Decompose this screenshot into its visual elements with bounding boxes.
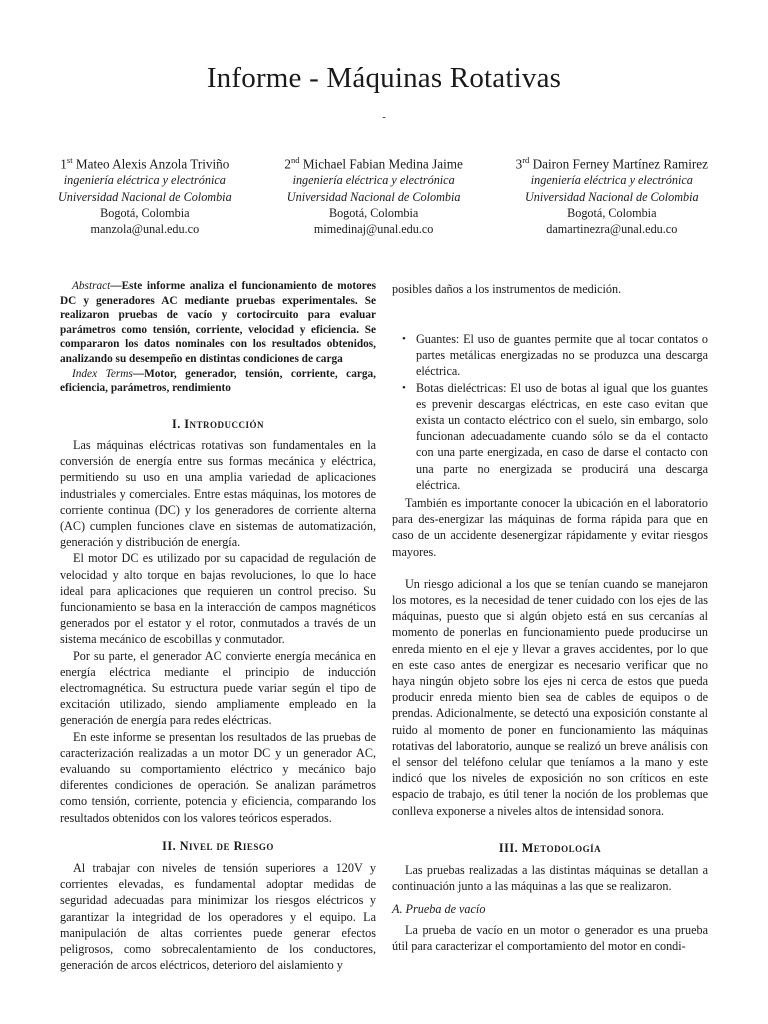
title-footnote-mark: - <box>382 112 386 123</box>
author-university: Universidad Nacional de Colombia <box>524 189 699 204</box>
section-heading-metodologia: III. Metodología <box>498 840 602 855</box>
abstract-text: —Este informe analiza el funcionamiento de motores DC y generadores AC mediante pruebas experimentales. Se realizaron pruebas de vacío y cortocircuito para evaluar parámetros como tensión, corriente, velocidad y eficiencia. Se compararon los datos nominales con los resultados obtenidos, analizando su desempeño en distintas condiciones de carga <box>60 280 376 365</box>
list-item: • Guantes: El uso de guantes permite que al tocar contatos o partes metálicas energizadas no se produzca una descarga eléctrica. <box>402 332 708 379</box>
right-column <box>392 331 708 954</box>
right-column-continuation <box>392 281 708 297</box>
index-terms-label: Index Terms <box>72 367 133 380</box>
author-email[interactable]: mimedinaj@unal.edu.co <box>313 222 434 236</box>
section-heading-riesgo: II. Nivel de Riesgo <box>162 838 274 853</box>
author-university: Universidad Nacional de Colombia <box>58 189 232 204</box>
author-department: ingeniería eléctrica y electrónica <box>63 173 226 188</box>
abstract-label: Abstract <box>72 280 111 292</box>
index-terms <box>60 367 376 396</box>
intro-paragraph-3: Por su parte, el generador AC convierte energía mecánica en energía eléctrica mediante el principio de inducción electromagnética. Su estructura puede variar según el tipo de excitación utilizado, siendo ampliamente empleado en la generación de energía para redes eléctricas. <box>60 648 376 728</box>
subsection-paragraph: La prueba de vacío en un motor o generador es una prueba útil para caracterizar el comportamiento del motor en condi- <box>392 922 708 953</box>
author-1 <box>58 152 232 237</box>
author-department: ingeniería eléctrica y electrónica <box>530 173 693 188</box>
author-name: 3rd Dairon Ferney Martínez Ramirez <box>515 155 708 172</box>
author-2 <box>284 152 462 237</box>
author-university: Universidad Nacional de Colombia <box>286 189 461 204</box>
author-city: Bogotá, Colombia <box>328 205 419 220</box>
paper-title: Informe - Máquinas Rotativas <box>206 62 562 94</box>
intro-paragraph-2: El motor DC es utilizado por su capacidad de regulación de velocidad y alto torque en bajas revoluciones, lo que lo hace ideal para aplicaciones que requieren un control preciso. Su funcionamiento se basa en la interacción de campos magnéticos generados por el estator y el rotor, conmutados a través de un sistema mecánico de escobillas y conmutador. <box>60 551 376 647</box>
riesgo-extra-paragraph: Un riesgo adicional a los que se tenían cuando se manejaron los motores, es la necesidad de tener cuidado con los ejes de las máquinas, puesto que si algún objeto está en sus cercanías al momento de ponerlas en funcionamiento puede producirse un enreda miento en el eje y llevar a graves accidentes, por lo que en este caso antes de energizar es necesario verificar que no haya ningún objeto sobre los ejes ni cerca de estos que pueda producir enreda miento bien sea de cables de equipos o de prendas. Adicionalmente, se detectó una exposición constante al ruido al momento de poner en funcionamiento las máquinas rotativas del laboratorio, aunque se realizó un breve análisis con el sensor del teléfono celular que teníamos a la mano y este indicó que los niveles de exposición no son críticos en este espacio de trabajo, es útil tener la noción de los problemas que conlleva exponerse a niveles altos de intensidad sonora. <box>392 576 708 818</box>
left-column <box>60 279 376 973</box>
subsection-heading: A. Prueba de vacío <box>392 901 486 916</box>
riesgo-after-paragraph: También es importante conocer la ubicación en el laboratorio para des-energizar las máquinas de forma rápida para que en caso de un accidente desenergizar rápidamente y evitar riesgos mayores. <box>392 496 708 559</box>
index-terms-text: —Motor, generador, tensión, corriente, carga, eficiencia, parámetros, rendimiento <box>60 367 376 395</box>
section-heading-intro: I. Introducción <box>171 416 265 431</box>
bullet-icon: • <box>402 381 406 394</box>
continuation-text: posibles daños a los instrumentos de medición. <box>392 282 622 296</box>
metodologia-paragraph: Las pruebas realizadas a las distintas máquinas se detallan a continuación junto a las máquinas a las que se realizaron. <box>392 863 708 894</box>
intro-paragraph-1: Las máquinas eléctricas rotativas son fundamentales en la conversión de energía entre sus formas mecánica y eléctrica, permitiendo su uso en una amplia variedad de aplicaciones industriales y comerciales. Entre estas máquinas, los motores de corriente continua (DC) y los generadores de corriente alterna (AC) cumplen funciones clave en sistemas de automatización, generación y distribución de energía. <box>60 437 376 550</box>
author-name: 1st Mateo Alexis Anzola Triviño <box>60 155 230 172</box>
list-item: • Botas dieléctricas: El uso de botas al igual que los guantes es prevenir descargas eléctricas, en este caso evitan que exista un contacto eléctrico con el suelo, sin embargo, solo funcionan adecuadamente cuando sólo se da el contacto con una parte energizada, en caso de darse el contacto con una parte no energizada se producirá una descarga eléctrica. <box>402 380 708 492</box>
safety-list <box>392 331 708 493</box>
author-city: Bogotá, Colombia <box>567 205 657 220</box>
author-block <box>58 152 708 237</box>
author-3 <box>516 152 708 237</box>
author-name: 2nd Michael Fabian Medina Jaime <box>284 155 463 172</box>
riesgo-paragraph: Al trabajar con niveles de tensión superiores a 120V y corrientes elevadas, es fundamental adoptar medidas de seguridad adecuadas para minimizar los riesgos eléctricos y garantizar la integridad de los operadores y el equipo. La manipulación de altas corrientes puede generar efectos peligrosos, como sobrecalentamiento de los conductores, generación de arcos eléctricos, deterioro del aislamiento y <box>60 861 376 973</box>
author-department: ingeniería eléctrica y electrónica <box>292 173 455 188</box>
bullet-icon: • <box>402 333 406 345</box>
abstract <box>60 279 376 367</box>
author-email[interactable]: manzola@unal.edu.co <box>90 222 200 236</box>
intro-paragraph-4: En este informe se presentan los resultados de las pruebas de caracterización realizadas a un motor DC y un generador AC, evaluando su comportamiento eléctrico y mecánico bajo diferentes condiciones de operación. Se analizan parámetros como tensión, corriente, potencia y eficiencia, comparando los resultados obtenidos con los valores teóricos esperados. <box>60 729 376 825</box>
author-city: Bogotá, Colombia <box>100 205 190 220</box>
author-email[interactable]: damartinezra@unal.edu.co <box>546 222 678 236</box>
